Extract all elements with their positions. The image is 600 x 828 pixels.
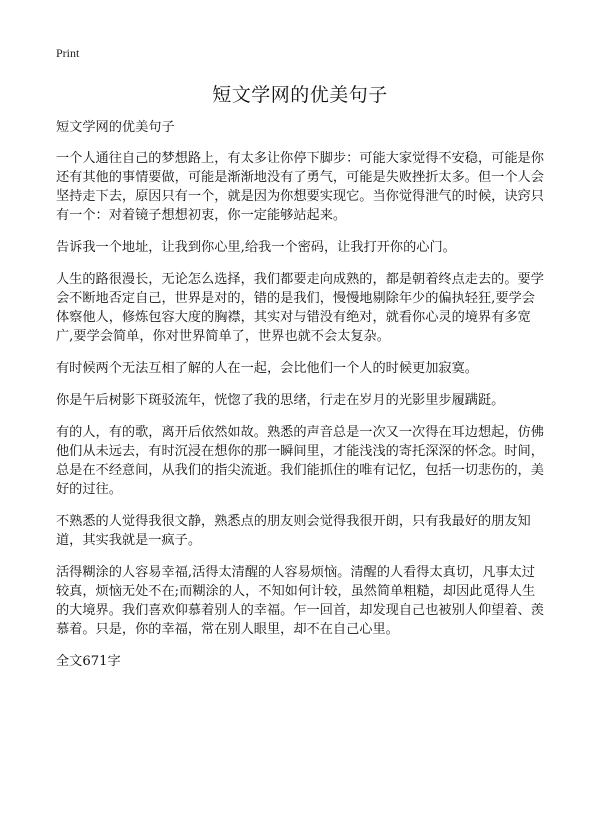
article-subtitle: 短文学网的优美句子 [56,120,175,135]
article-paragraph-2: 告诉我一个地址，让我到你心里,给我一个密码，让我打开你的心门。 [56,240,456,255]
article-paragraph-1: 一个人通往自己的梦想路上，有太多让你停下脚步：可能大家觉得不安稳，可能是你还有其他的事情要做，可能是渐渐地没有了勇气，可能是失败挫折太多。但一个人会坚持走下去，原因只有一个，就是因为你想要实现它。当你觉得泄气的时候，诀窍只有一个：对着镜子想想初衷，你一定能够站起来。 [56,151,544,223]
article-paragraph-7: 不熟悉的人觉得我很文静，熟悉点的朋友则会觉得我很开朗，只有我最好的朋友知道，其实我就是一疯子。 [56,514,531,548]
article-paragraph-4: 有时候两个无法互相了解的人在一起，会比他们一个人的时候更加寂寞。 [56,361,478,376]
page-title: 短文学网的优美句子 [212,84,388,106]
article-paragraph-6: 有的人，有的歌，离开后依然如故。熟悉的声音总是一次又一次得在耳边想起，仿佛他们从未远去，有时沉浸在想你的那一瞬间里，才能浅浅的寄托深深的怀念。时间，总是在不经意间，从我们的指尖流逝。我们能抓住的唯有记忆，包括一切悲伤的，美好的过往。 [56,425,544,497]
article-body [56,118,548,684]
print-link[interactable]: Print [56,46,80,60]
article-paragraph-3: 人生的路很漫长，无论怎么选择，我们都要走向成熟的，都是朝着终点走去的。要学会不断地否定自己，世界是对的，错的是我们，慢慢地剔除年少的偏执轻狂,要学会体察他人，修炼包容大度的胸襟，其实对与错没有绝对，就看你心灵的境界有多宽广,要学会简单，你对世界简单了，世界也就不会太复杂。 [56,272,544,344]
article-paragraph-8: 活得糊涂的人容易幸福,活得太清醒的人容易烦恼。清醒的人看得太真切，凡事太过较真，烦恼无处不在;而糊涂的人，不知如何计较，虽然简单粗糙，却因此觅得人生的大境界。我们喜欢仰慕着别人的幸福。乍一回首，却发现自己也被别人仰望着、羡慕着。只是，你的幸福，常在别人眼里，却不在自己心里。 [56,565,544,637]
article-paragraph-5: 你是午后树影下斑驳流年，恍惚了我的思绪，行走在岁月的光影里步履蹒跹。 [56,393,505,408]
word-count: 全文671字 [56,654,121,669]
